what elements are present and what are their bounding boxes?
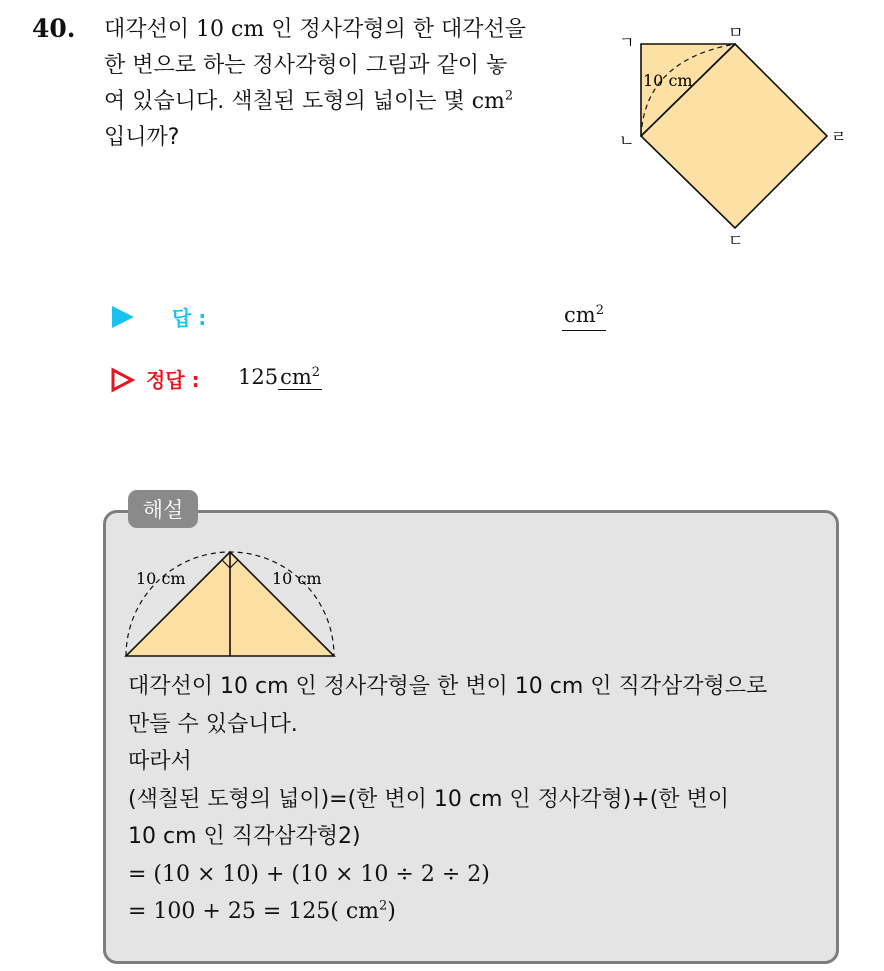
vertex-label-mieum: ㅁ <box>728 23 744 42</box>
correct-marker-icon <box>110 367 136 393</box>
right-length-label: 10 cm <box>272 569 322 588</box>
answer-label: 답 : <box>172 306 207 330</box>
explanation-line-5: 10 cm 인 직각삼각형2) <box>128 824 361 849</box>
correct-answer-row <box>110 362 610 398</box>
question-line-4: 입니까? <box>104 125 180 150</box>
explanation-line-4: (색칠된 도형의 넓이)=(한 변이 10 cm 인 정사각형)+(한 변이 <box>128 786 730 812</box>
question-line-1: 대각선이 10 cm 인 정사각형의 한 대각선을 <box>104 17 526 42</box>
left-length-label: 10 cm <box>136 569 186 588</box>
explanation-line-7: = 100 + 25 = 125( $cm^2$) <box>128 898 396 924</box>
vertex-label-rieul: ㄹ <box>831 127 847 146</box>
vertex-label-digeut: ㄷ <box>728 231 744 250</box>
explanation-line-3: 따라서 <box>128 749 192 774</box>
explanation-tag: 해설 <box>128 490 198 528</box>
answer-unit: $cm^2$ <box>562 300 606 331</box>
answer-marker-icon <box>110 304 136 330</box>
explanation-line-6: = (10 × 10) + (10 × 10 ÷ 2 ÷ 2) <box>128 861 490 887</box>
vertex-label-giyeok: ㄱ <box>619 33 635 52</box>
explanation-text <box>128 668 838 931</box>
answer-row <box>110 300 610 336</box>
explanation-line-2: 만들 수 있습니다. <box>128 711 298 737</box>
question-line-2: 한 변으로 하는 정사각형이 그림과 같이 놓 <box>104 53 508 78</box>
length-label: 10 cm <box>643 71 693 90</box>
explanation-line-1: 대각선이 10 cm 인 정사각형을 한 변이 10 cm 인 직각삼각형으로 <box>128 674 768 699</box>
vertex-label-nieun: ㄴ <box>619 131 635 150</box>
question-text <box>104 12 594 156</box>
question-number: 40. <box>32 14 76 43</box>
question-figure <box>605 20 865 250</box>
question-line-3: 여 있습니다. 색칠된 도형의 넓이는 몇 $cm^2$ <box>104 88 514 114</box>
correct-answer-value: $125cm^2$ <box>238 365 321 389</box>
explanation-figure <box>118 540 348 662</box>
correct-answer-label: 정답 : <box>146 368 200 392</box>
